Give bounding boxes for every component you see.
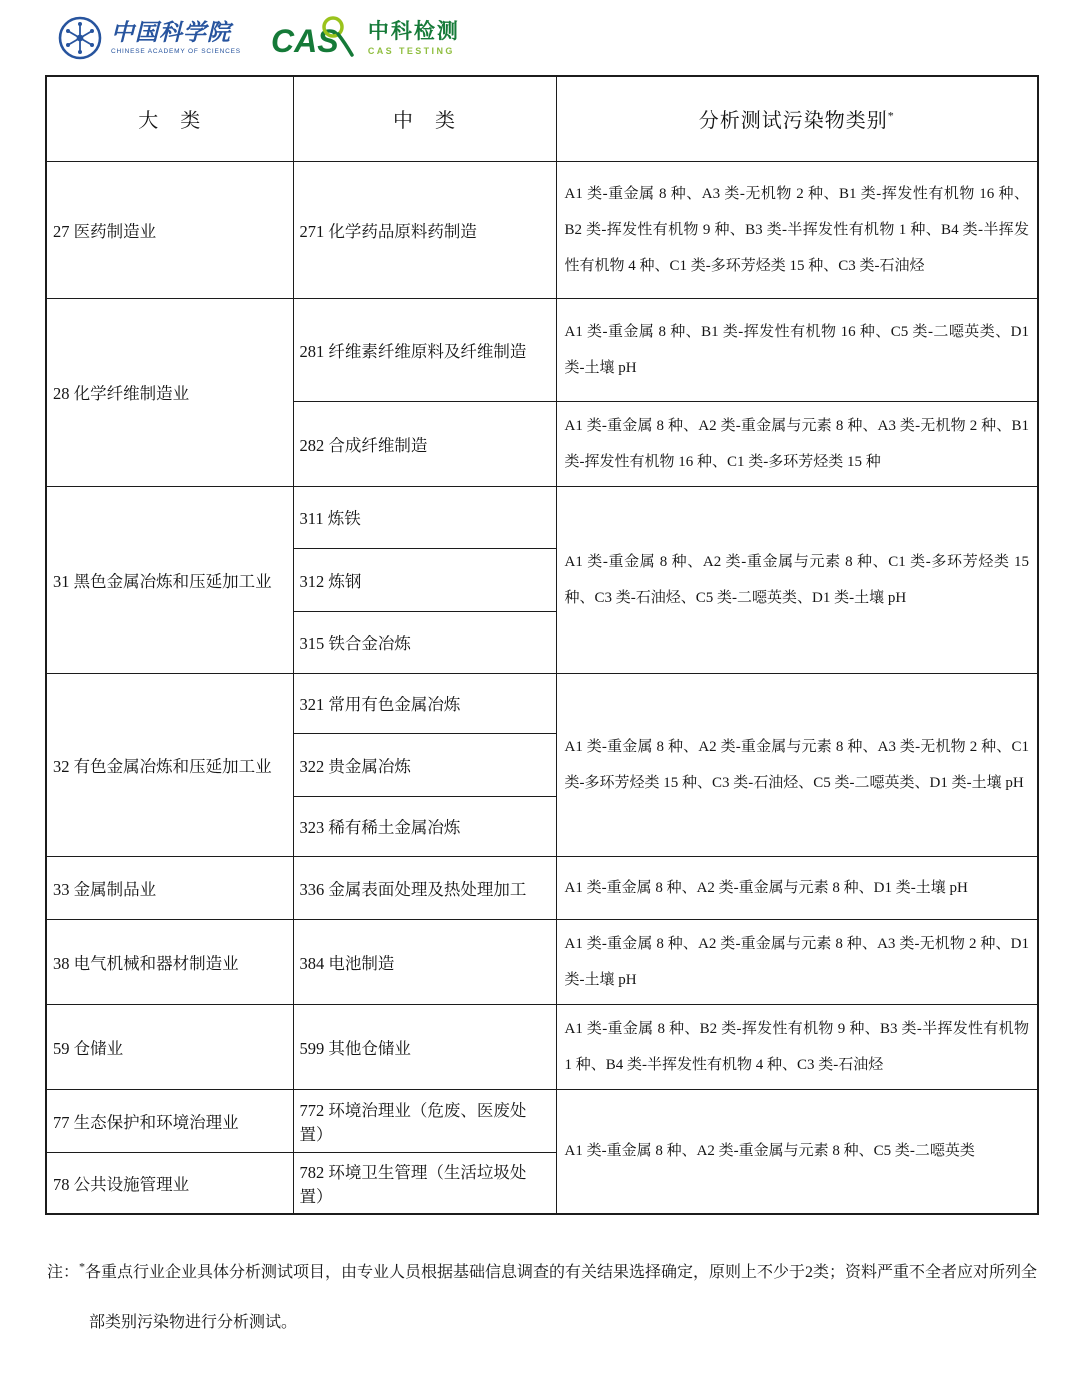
middle-category-cell: 336 金属表面处理及热处理加工 bbox=[293, 856, 556, 919]
middle-category-cell: 311 炼铁 bbox=[293, 486, 556, 548]
header-note-mark: * bbox=[887, 108, 895, 123]
middle-category-cell: 772 环境治理业（危废、医废处置） bbox=[293, 1089, 556, 1152]
table-row bbox=[46, 298, 1038, 401]
pollutants-cell: A1 类-重金属 8 种、A2 类-重金属与元素 8 种、C1 类-多环芳烃类 15 种、C3 类-石油烃、C5 类-二噁英类、D1 类-土壤 pH bbox=[556, 486, 1038, 673]
column-header-major: 大 类 bbox=[46, 76, 293, 161]
major-category-cell: 77 生态保护和环境治理业 bbox=[46, 1089, 293, 1152]
middle-category-cell: 315 铁合金冶炼 bbox=[293, 611, 556, 673]
middle-category-cell: 323 稀有稀土金属冶炼 bbox=[293, 796, 556, 856]
cas-emblem-icon bbox=[58, 16, 102, 60]
footnote-text: 各重点行业企业具体分析测试项目，由专业人员根据基础信息调查的有关结果选择确定，原则上不少于2类；资料严重不全者应对所列全部类别污染物进行分析测试。 bbox=[85, 1264, 1038, 1331]
major-category-cell: 78 公共设施管理业 bbox=[46, 1152, 293, 1214]
middle-category-cell: 312 炼钢 bbox=[293, 548, 556, 611]
column-header-pollutants: 分析测试污染物类别* bbox=[556, 76, 1038, 161]
pollutants-cell: A1 类-重金属 8 种、B2 类-挥发性有机物 9 种、B3 类-半挥发性有机物 1 种、B4 类-半挥发性有机物 4 种、C3 类-石油烃 bbox=[556, 1004, 1038, 1089]
table-row bbox=[46, 1004, 1038, 1089]
pollutants-cell: A1 类-重金属 8 种、A2 类-重金属与元素 8 种、D1 类-土壤 pH bbox=[556, 856, 1038, 919]
table-row bbox=[46, 161, 1038, 298]
pollutants-cell: A1 类-重金属 8 种、B1 类-挥发性有机物 16 种、C5 类-二噁英类、D1 类-土壤 pH bbox=[556, 298, 1038, 401]
middle-category-cell: 782 环境卫生管理（生活垃圾处置） bbox=[293, 1152, 556, 1214]
pollutants-cell: A1 类-重金属 8 种、A3 类-无机物 2 种、B1 类-挥发性有机物 16 种、B2 类-挥发性有机物 9 种、B3 类-半挥发性有机物 1 种、B4 类-半挥发性有机物 4 种、C1 类-多环芳烃类 15 种、C3 类-石油烃 bbox=[556, 161, 1038, 298]
cas-testing-logo bbox=[271, 15, 460, 61]
major-category-cell: 33 金属制品业 bbox=[46, 856, 293, 919]
table-row bbox=[46, 856, 1038, 919]
cas-testing-subtitle: CAS TESTING bbox=[367, 45, 455, 56]
major-category-cell: 38 电气机械和器材制造业 bbox=[46, 919, 293, 1004]
middle-category-cell: 599 其他仓储业 bbox=[293, 1004, 556, 1089]
middle-category-cell: 282 合成纤维制造 bbox=[293, 401, 556, 486]
industry-pollutant-table bbox=[45, 75, 1039, 1215]
footnote-prefix: 注： bbox=[47, 1264, 80, 1281]
table-header-row bbox=[46, 76, 1038, 161]
middle-category-cell: 271 化学药品原料药制造 bbox=[293, 161, 556, 298]
middle-category-cell: 322 贵金属冶炼 bbox=[293, 733, 556, 796]
middle-category-cell: 281 纤维素纤维原料及纤维制造 bbox=[293, 298, 556, 401]
logo-bar bbox=[58, 14, 460, 62]
footnote-note-mark: * bbox=[79, 1259, 86, 1274]
cas-subtitle: CHINESE ACADEMY OF SCIENCES bbox=[111, 48, 241, 56]
middle-category-cell: 321 常用有色金属冶炼 bbox=[293, 673, 556, 733]
pollutants-cell: A1 类-重金属 8 种、A2 类-重金属与元素 8 种、C5 类-二噁英类 bbox=[556, 1089, 1038, 1214]
table-row bbox=[46, 919, 1038, 1004]
major-category-cell: 32 有色金属冶炼和压延加工业 bbox=[46, 673, 293, 856]
pollutants-cell: A1 类-重金属 8 种、A2 类-重金属与元素 8 种、A3 类-无机物 2 种、D1 类-土壤 pH bbox=[556, 919, 1038, 1004]
cas-logo bbox=[58, 16, 241, 60]
cas-testing-title: 中科检测 bbox=[367, 19, 460, 44]
table-row bbox=[46, 486, 1038, 548]
cas-testing-magnifier-icon bbox=[271, 15, 359, 61]
footnote bbox=[47, 1248, 1039, 1347]
major-category-cell: 31 黑色金属冶炼和压延加工业 bbox=[46, 486, 293, 673]
svg-text:CAS: CAS bbox=[270, 23, 339, 59]
table-row bbox=[46, 673, 1038, 733]
major-category-cell: 59 仓储业 bbox=[46, 1004, 293, 1089]
cas-title: 中国科学院 bbox=[111, 19, 231, 45]
column-header-middle: 中 类 bbox=[293, 76, 556, 161]
pollutants-cell: A1 类-重金属 8 种、A2 类-重金属与元素 8 种、A3 类-无机物 2 种、B1 类-挥发性有机物 16 种、C1 类-多环芳烃类 15 种 bbox=[556, 401, 1038, 486]
table-row bbox=[46, 1089, 1038, 1152]
pollutants-cell: A1 类-重金属 8 种、A2 类-重金属与元素 8 种、A3 类-无机物 2 种、C1 类-多环芳烃类 15 种、C3 类-石油烃、C5 类-二噁英类、D1 类-土壤 pH bbox=[556, 673, 1038, 856]
major-category-cell: 27 医药制造业 bbox=[46, 161, 293, 298]
middle-category-cell: 384 电池制造 bbox=[293, 919, 556, 1004]
major-category-cell: 28 化学纤维制造业 bbox=[46, 298, 293, 486]
